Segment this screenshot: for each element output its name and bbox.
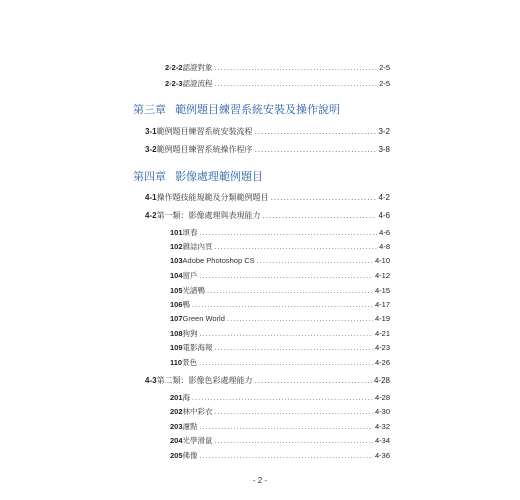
dot-leader (255, 145, 377, 154)
entry-number: 101 (170, 228, 183, 237)
toc-entry-2-2-2[interactable] (165, 62, 390, 73)
entry-title: 第二類：影像色彩處理能力 (156, 376, 253, 385)
entry-title: 範例題目練習系統安裝流程 (156, 127, 253, 136)
entry-number: 3-2 (145, 145, 157, 154)
entry-page: 4-15 (374, 286, 390, 295)
dot-leader (257, 256, 373, 265)
dot-leader (215, 343, 373, 352)
entry-page: 4-6 (379, 228, 390, 237)
toc-entry-4-3[interactable] (145, 375, 390, 386)
dot-leader (227, 314, 373, 323)
dot-leader (200, 451, 373, 460)
entry-title: 範例題目練習系統操作程序 (156, 145, 253, 154)
entry-number: 104 (170, 271, 183, 280)
toc-entry-106[interactable] (170, 299, 390, 310)
toc-entry-110[interactable] (170, 357, 390, 368)
toc-entry-3-1[interactable] (145, 126, 390, 137)
dot-leader (215, 242, 378, 251)
entry-page: 2-5 (379, 63, 390, 72)
entry-number: 4-2 (145, 211, 157, 220)
entry-title: 海 (182, 393, 191, 402)
dot-leader (255, 376, 372, 385)
entry-title: 光譜鴨 (182, 286, 206, 295)
entry-page: 4-6 (378, 211, 390, 220)
entry-page: 4-17 (374, 300, 390, 309)
entry-number: 107 (170, 314, 183, 323)
entry-page: 4-12 (374, 271, 390, 280)
toc-entry-204[interactable] (170, 435, 390, 446)
toc-entry-101[interactable] (170, 227, 390, 238)
dot-leader (215, 79, 378, 88)
dot-leader (215, 436, 373, 445)
entry-page: 4-23 (374, 343, 390, 352)
toc-entry-201[interactable] (170, 392, 390, 403)
entry-title: 狗狗 (182, 329, 198, 338)
entry-title: 頌春 (182, 228, 198, 237)
chapter-3-heading[interactable] (133, 101, 340, 117)
toc-entry-205[interactable] (170, 450, 390, 461)
entry-title: 光學滑鼠 (182, 436, 213, 445)
entry-number: 106 (170, 300, 183, 309)
entry-number: 103 (170, 256, 183, 265)
toc-entry-102[interactable] (170, 241, 390, 252)
dot-leader (192, 300, 373, 309)
entry-title: 雜誌內頁 (182, 242, 213, 251)
chapter-number: 第四章 (133, 171, 166, 183)
dot-leader (199, 358, 373, 367)
entry-number: 108 (170, 329, 183, 338)
toc-entry-109[interactable] (170, 342, 390, 353)
toc-entry-4-2[interactable] (145, 210, 390, 221)
entry-number: 203 (170, 422, 183, 431)
entry-number: 102 (170, 242, 183, 251)
dot-leader (207, 286, 373, 295)
entry-title: 林中彩衣 (182, 407, 213, 416)
entry-title: 佛像 (182, 451, 198, 460)
dot-leader (215, 407, 373, 416)
entry-number: 4-3 (145, 376, 157, 385)
entry-page: 4-26 (374, 358, 390, 367)
entry-page: 4-32 (374, 422, 390, 431)
dot-leader (263, 211, 377, 220)
entry-number: 201 (170, 393, 183, 402)
entry-page: 2-5 (379, 79, 390, 88)
entry-title: 電影海報 (182, 343, 213, 352)
entry-number: 3-1 (145, 127, 157, 136)
entry-page: 4-28 (373, 376, 390, 385)
entry-page: 4-2 (378, 193, 390, 202)
entry-number: 4-1 (145, 193, 157, 202)
entry-number: 204 (170, 436, 183, 445)
dot-leader (215, 63, 378, 72)
toc-entry-4-1[interactable] (145, 192, 390, 203)
entry-title: 操作題技能規範及分類範例題目 (156, 193, 269, 202)
entry-page: 4-36 (374, 451, 390, 460)
entry-number: 105 (170, 286, 183, 295)
dot-leader (200, 422, 373, 431)
dot-leader (271, 193, 377, 202)
dot-leader (200, 271, 373, 280)
entry-page: 4-21 (374, 329, 390, 338)
entry-title: 第一類：影像處理與表現能力 (156, 211, 261, 220)
entry-title: Adobe Photoshop CS (182, 256, 255, 265)
entry-page: 4-8 (379, 242, 390, 251)
entry-page: 4-28 (374, 393, 390, 402)
entry-number: 202 (170, 407, 183, 416)
entry-page: 4-19 (374, 314, 390, 323)
toc-entry-3-2[interactable] (145, 144, 390, 155)
toc-entry-104[interactable] (170, 270, 390, 281)
entry-title: 窗戶 (182, 271, 198, 280)
entry-page: 4-30 (374, 407, 390, 416)
chapter-title: 範例題目練習系統安裝及操作說明 (175, 104, 341, 116)
entry-page: 4-34 (374, 436, 390, 445)
entry-page: 3-8 (378, 145, 390, 154)
chapter-number: 第三章 (133, 104, 166, 116)
toc-entry-203[interactable] (170, 421, 390, 432)
toc-entry-2-2-3[interactable] (165, 78, 390, 89)
dot-leader (200, 228, 378, 237)
entry-number: 2-2-2 (165, 63, 183, 72)
chapter-title: 影像處理範例題目 (175, 171, 264, 183)
toc-entry-103[interactable] (170, 256, 390, 265)
entry-page: 3-2 (378, 127, 390, 136)
dot-leader (192, 393, 373, 402)
toc-entry-105[interactable] (170, 285, 390, 296)
dot-leader (255, 127, 377, 136)
entry-title: 濾點 (182, 422, 198, 431)
entry-title: 景色 (182, 358, 198, 367)
entry-title: Green World (182, 314, 225, 323)
page-number: - 2 - (252, 476, 268, 485)
chapter-4-heading[interactable] (133, 168, 263, 184)
entry-title: 認證流程 (182, 79, 213, 88)
entry-page: 4-10 (374, 256, 390, 265)
entry-number: 109 (170, 343, 183, 352)
entry-number: 2-2-3 (165, 79, 183, 88)
toc-entry-202[interactable] (170, 406, 390, 417)
entry-number: 205 (170, 451, 183, 460)
entry-title: 認證對象 (182, 63, 213, 72)
entry-title: 鴨 (182, 300, 191, 309)
toc-entry-108[interactable] (170, 328, 390, 339)
toc-entry-107[interactable] (170, 314, 390, 323)
dot-leader (200, 329, 373, 338)
entry-number: 110 (170, 358, 183, 367)
